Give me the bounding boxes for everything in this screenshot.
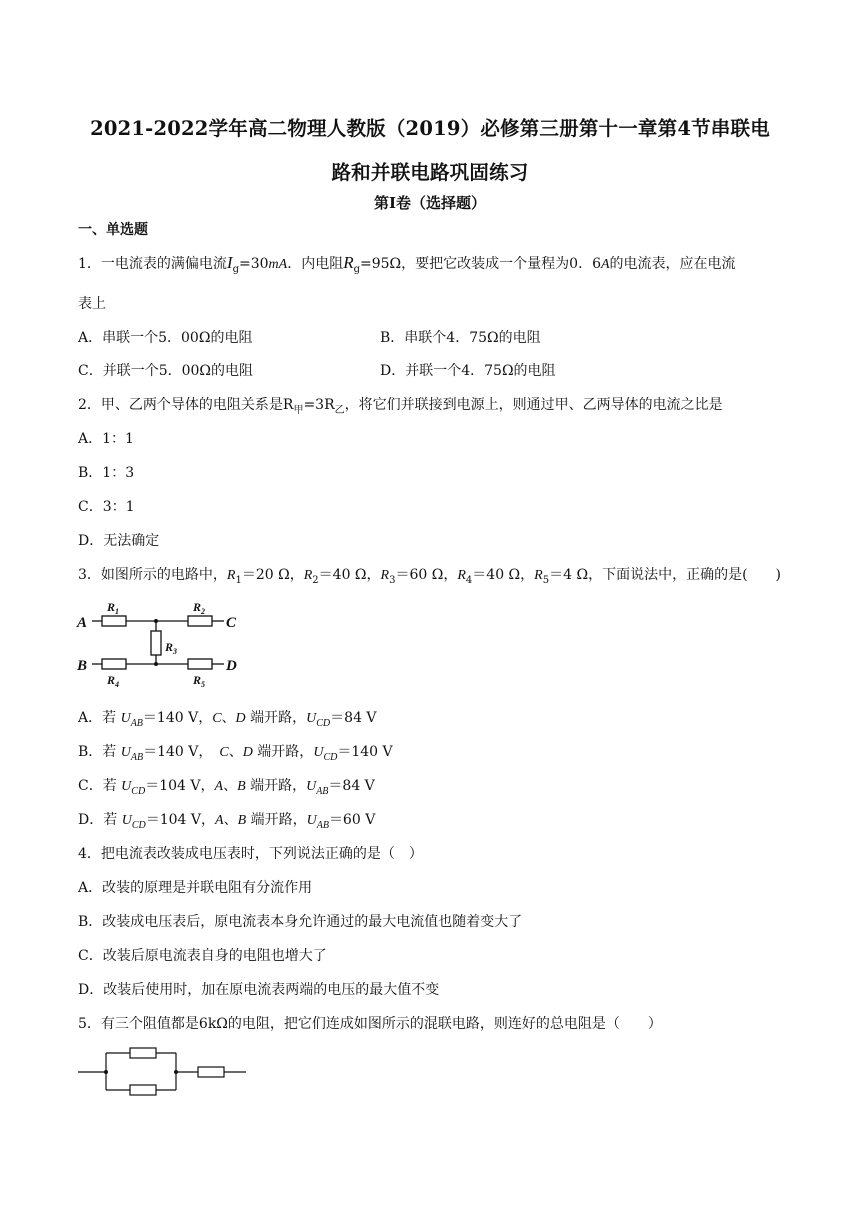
question-2-stem: 2．甲、乙两个导体的电阻关系是$R_甲=3R_乙$，将它们并联接到电源上，则通过甲、乙两导体的电流之比是 bbox=[78, 397, 723, 416]
question-3-option-c: C．若 $U_{CD}=104$ V，A、B 端开路，$U_{AB}=84$ V bbox=[78, 778, 375, 797]
question-3-option-a: A．若 $U_{AB}=140$ V，C、D 端开路，$U_{CD}=84$ V bbox=[78, 710, 377, 729]
resistor-r3-label: $R_3$ bbox=[165, 640, 178, 656]
terminal-b-label: B bbox=[77, 658, 88, 674]
question-3-circuit-figure bbox=[74, 596, 244, 692]
question-3-stem: 3．如图所示的电路中，$R_1=20$ Ω，$R_2=40$ Ω，$R_3=60$ Ω，$R_4=40$ Ω，$R_5=4$ Ω，下面说法中，正确的是( ) bbox=[78, 567, 781, 586]
resistor-r4-label: $R_4$ bbox=[107, 673, 120, 689]
resistor-r1-label: $R_1$ bbox=[107, 600, 120, 616]
question-2-option-b: B．1：3 bbox=[78, 465, 135, 481]
question-2-option-c: C．3：1 bbox=[78, 499, 135, 515]
terminal-d-label: D bbox=[226, 658, 237, 674]
question-1-option-d: D．并联一个4．75Ω的电阻 bbox=[380, 363, 556, 379]
resistor-r5-label: $R_5$ bbox=[193, 673, 206, 689]
question-4-option-d: D．改装后使用时，加在原电流表两端的电压的最大值不变 bbox=[78, 982, 440, 998]
question-1-option-a: A．串联一个5．00Ω的电阻 bbox=[78, 330, 253, 346]
question-4-option-c: C．改装后原电流表自身的电阻也增大了 bbox=[78, 948, 327, 964]
paper-title-line-1: 2021-2022学年高二物理人教版（2019）必修第三册第十一章第4节串联电 bbox=[90, 117, 770, 140]
volume-heading: 第Ⅰ卷（选择题） bbox=[373, 194, 487, 212]
question-4-option-b: B．改装成电压表后，原电流表本身允许通过的最大电流值也随着变大了 bbox=[78, 914, 523, 930]
terminal-c-label: C bbox=[226, 615, 237, 631]
question-5-stem: 5．有三个阻值都是6kΩ的电阻，把它们连成如图所示的混联电路，则连好的总电阻是（ ） bbox=[78, 1016, 662, 1032]
question-1-stem: 1．一电流表的满偏电流$I_g=30mA$．内电阻$R_g=95\Omega$，要把它改装成一个量程为0．6A的电流表，应在电流 bbox=[78, 253, 736, 275]
question-4-option-a: A．改装的原理是并联电阻有分流作用 bbox=[78, 880, 313, 896]
question-2-option-a: A．1：1 bbox=[78, 431, 134, 447]
section-heading: 一、单选题 bbox=[78, 222, 148, 238]
question-5-circuit-figure bbox=[74, 1042, 254, 1100]
question-3-option-d: D．若 $U_{CD}=104$ V，A、B 端开路，$U_{AB}=60$ V bbox=[78, 812, 376, 831]
question-4-stem: 4．把电流表改装成电压表时，下列说法正确的是（ ） bbox=[78, 846, 423, 862]
question-1-option-c: C．并联一个5．00Ω的电阻 bbox=[78, 363, 254, 379]
question-3-option-b: B．若 $U_{AB}=140$ V， C、D 端开路，$U_{CD}=140$ V bbox=[78, 744, 393, 763]
question-2-option-d: D．无法确定 bbox=[78, 533, 160, 549]
question-1-option-b: B．串联个4．75Ω的电阻 bbox=[380, 330, 541, 346]
resistor-r2-label: $R_2$ bbox=[193, 600, 206, 616]
paper-title-line-2: 路和并联电路巩固练习 bbox=[331, 161, 529, 184]
terminal-a-label: A bbox=[77, 615, 88, 631]
question-1-stem-continued: 表上 bbox=[78, 296, 106, 312]
